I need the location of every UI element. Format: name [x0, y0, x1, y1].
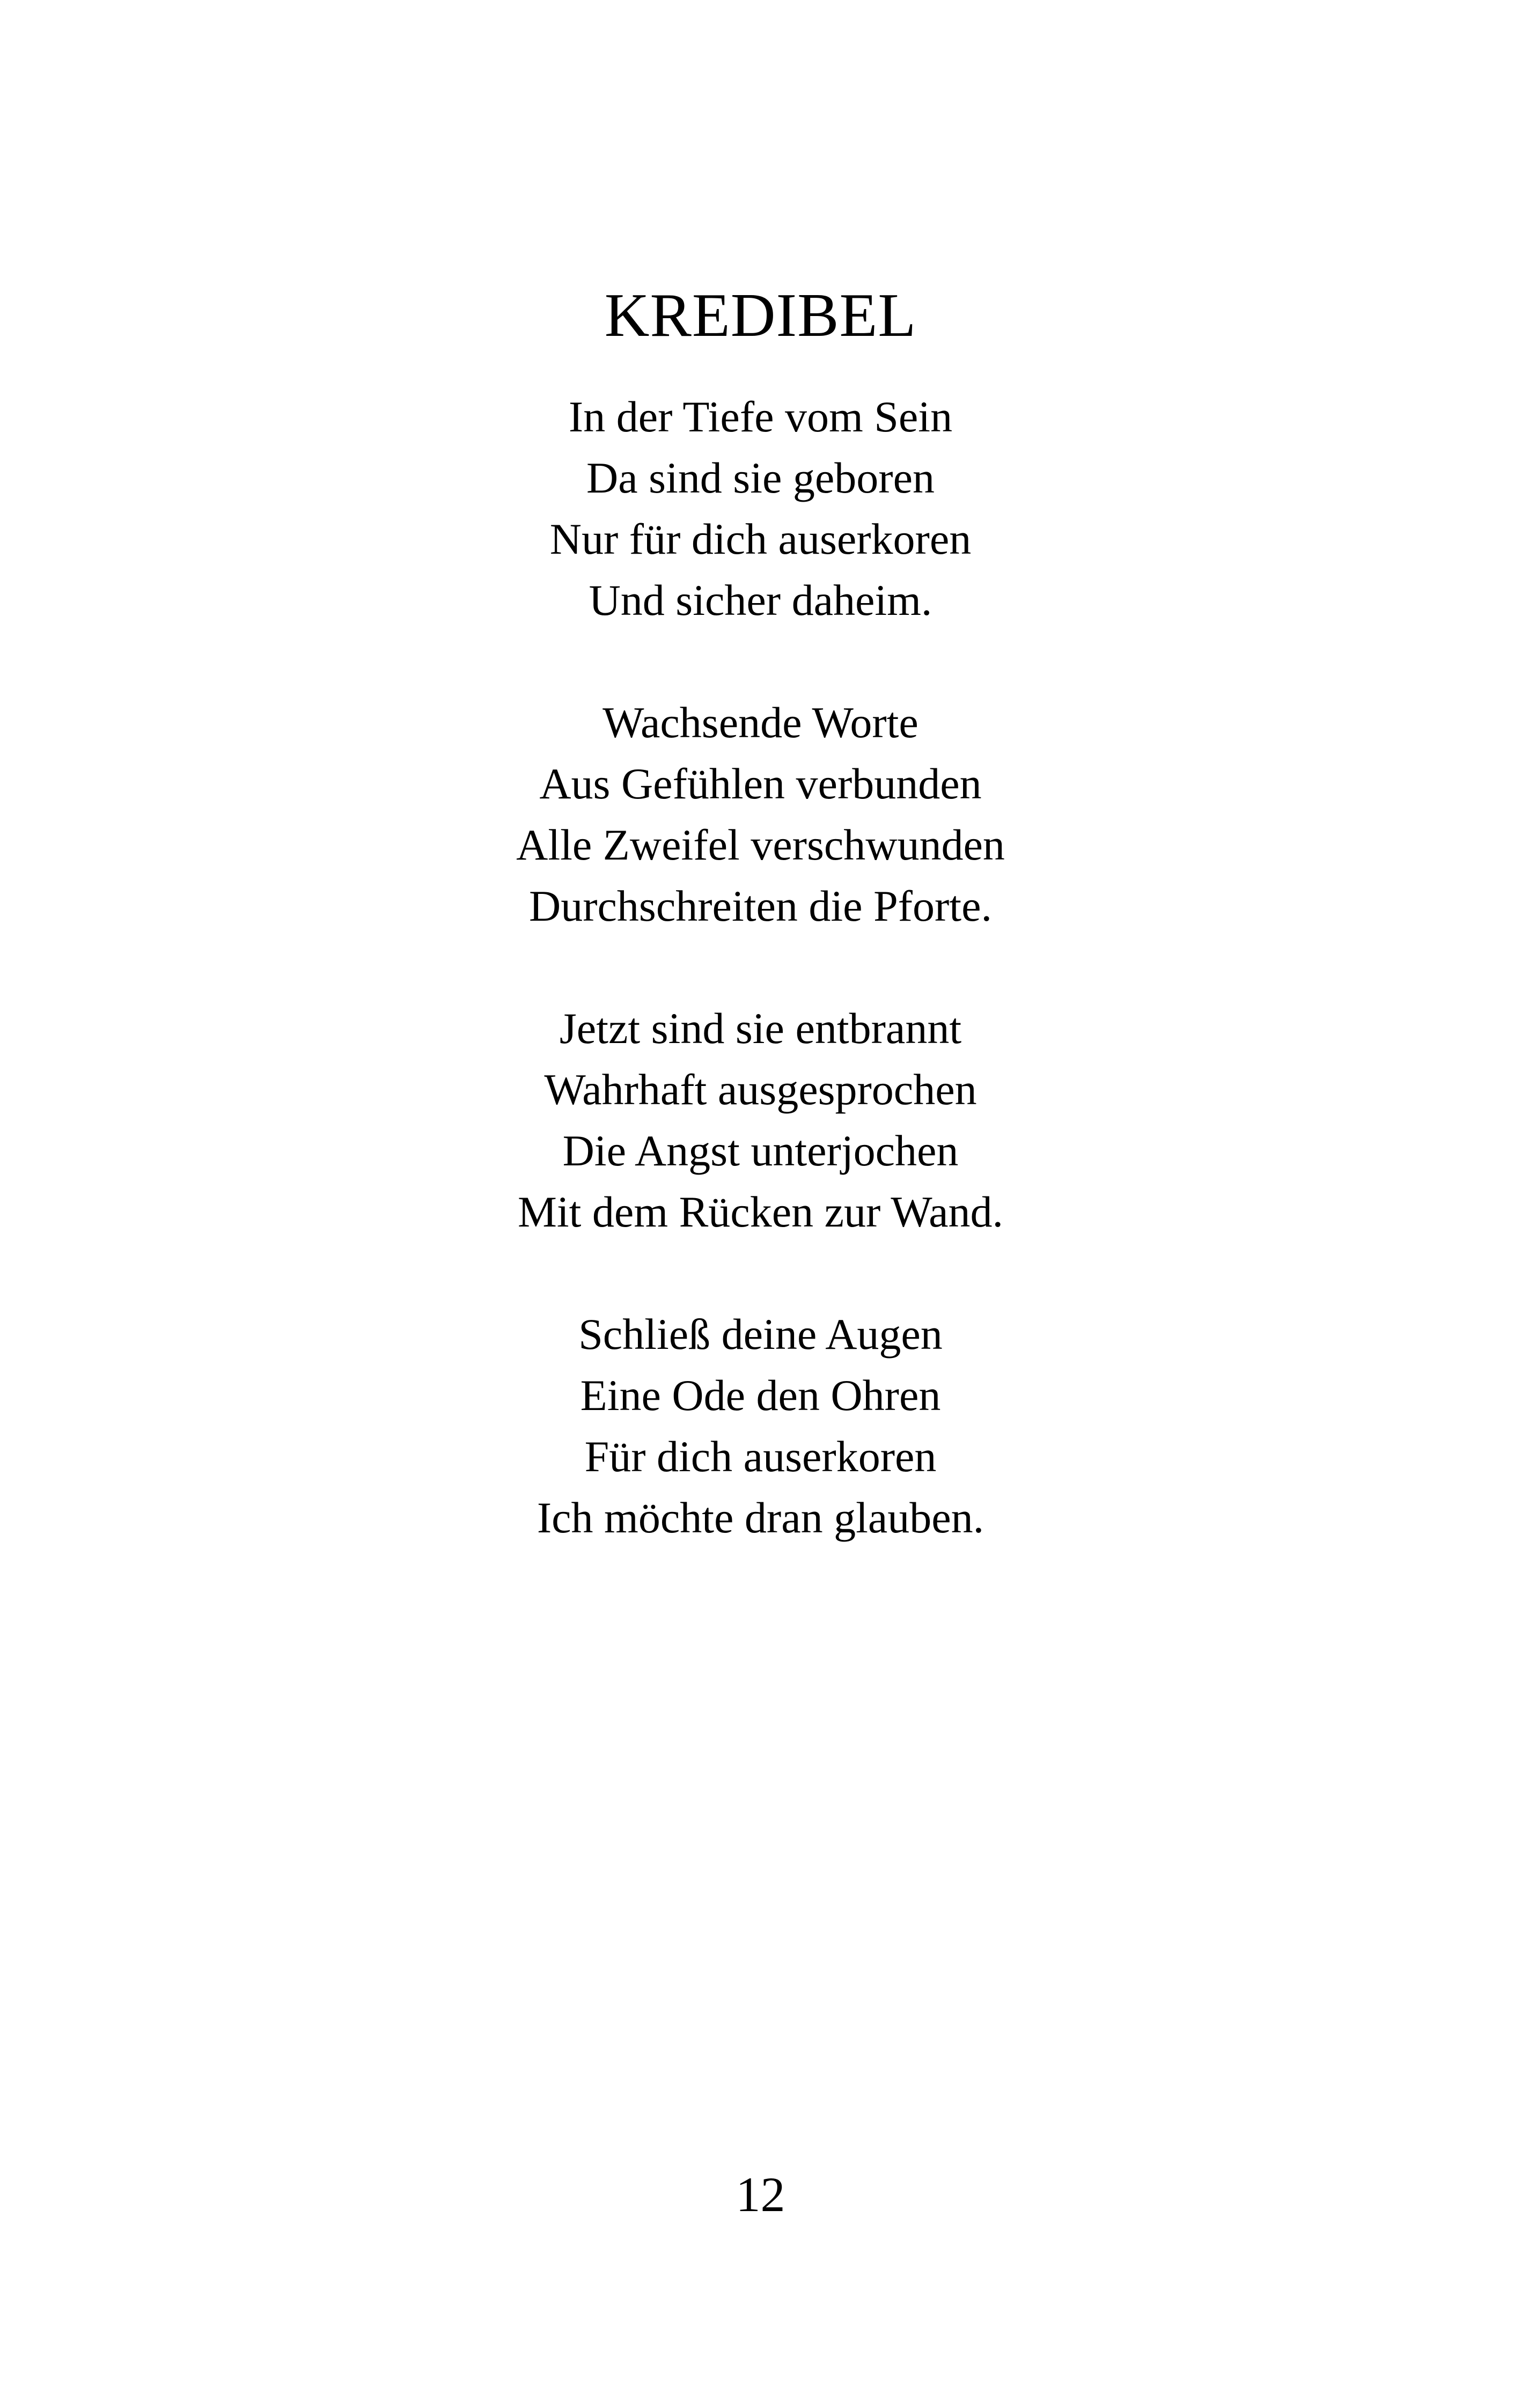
stanza-1 — [0, 386, 1521, 631]
poem-line: Und sicher daheim. — [589, 576, 932, 625]
poem-line: Ich möchte dran glauben. — [537, 1493, 984, 1542]
poem-line: Für dich auserkoren — [584, 1432, 937, 1481]
stanza-3 — [0, 998, 1521, 1243]
poem-line: Aus Gefühlen verbunden — [539, 759, 982, 808]
poem-line: In der Tiefe vom Sein — [568, 392, 953, 441]
poem-line: Da sind sie geboren — [586, 453, 935, 502]
poem-line: Alle Zweifel verschwunden — [516, 820, 1005, 869]
poem-line: Die Angst unterjochen — [562, 1126, 959, 1175]
stanza-4 — [0, 1304, 1521, 1548]
poem-line: Mit dem Rücken zur Wand. — [517, 1187, 1004, 1236]
poem-line: Nur für dich auserkoren — [549, 515, 972, 563]
poem-line: Jetzt sind sie entbrannt — [559, 1004, 962, 1053]
poem-title: KREDIBEL — [604, 281, 917, 350]
poem-body — [0, 386, 1521, 1610]
poem-line: Schließ deine Augen — [578, 1310, 943, 1359]
page-number: 12 — [736, 2167, 785, 2222]
poem-line: Wachsende Worte — [602, 698, 919, 747]
poem-line: Wahrhaft ausgesprochen — [544, 1065, 977, 1114]
stanza-2 — [0, 692, 1521, 937]
poem-line: Eine Ode den Ohren — [580, 1371, 941, 1420]
poem-line: Durchschreiten die Pforte. — [529, 882, 992, 930]
